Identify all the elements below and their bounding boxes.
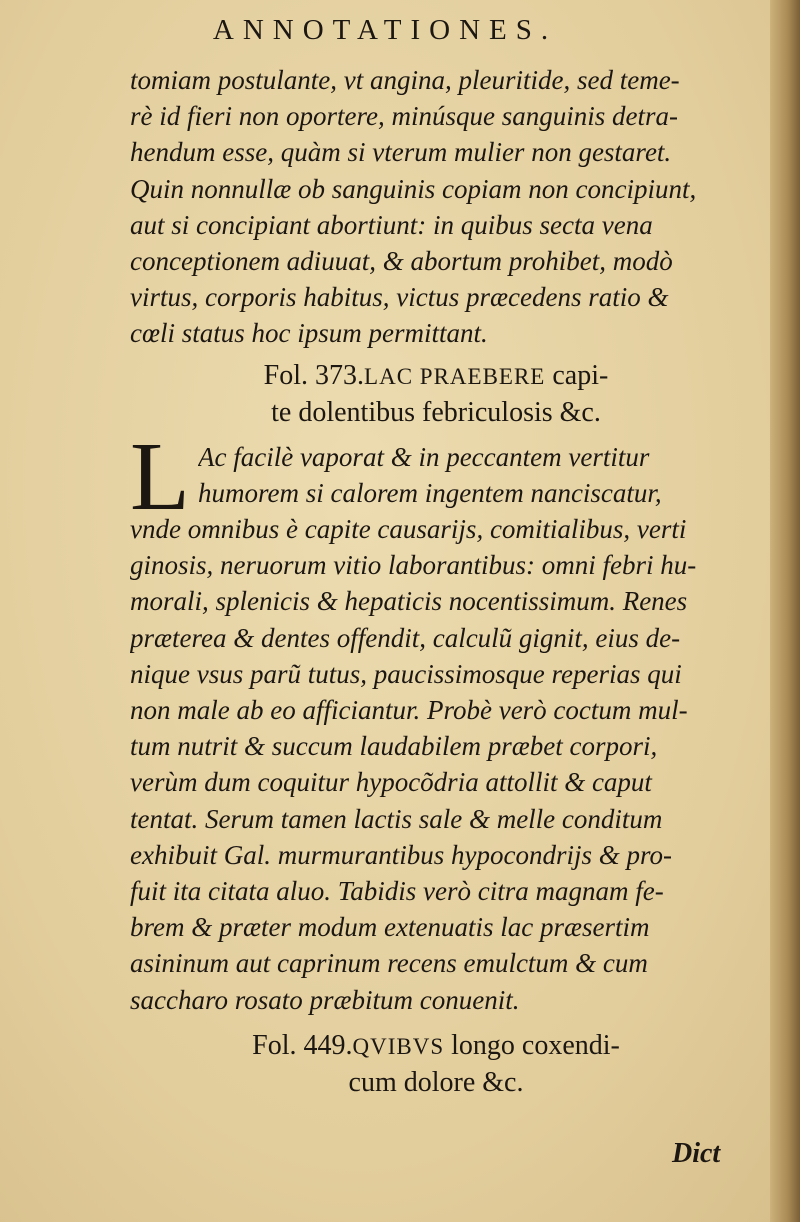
heading-1-rest: capi- xyxy=(545,359,609,391)
heading-2-rest: longo coxendi- xyxy=(444,1029,620,1061)
text-line: morali, splenicis & hepaticis nocentissimum. Renes xyxy=(130,586,688,617)
section-heading-2-line-2: cum dolore &c. xyxy=(348,1066,524,1098)
text-line: tomiam postulante, vt angina, pleuritide, sed teme- xyxy=(130,65,680,95)
paragraph-2-lines xyxy=(130,511,742,1018)
text-line: ginosis, neruorum vitio laborantibus: omni febri hu- xyxy=(130,550,697,581)
text-line: asininum aut caprinum recens emulctum & cum xyxy=(130,948,648,979)
text-line: præterea & dentes offendit, calculũ gignit, eius de- xyxy=(130,622,681,653)
text-line: virtus, corporis habitus, victus præcedens ratio & xyxy=(130,282,669,313)
heading-1-lemma: LAC PRAEBERE xyxy=(364,363,546,389)
text-line: saccharo rosato præbitum conuenit. xyxy=(130,984,520,1015)
text-line: rè id fieri non oportere, minúsque sanguinis detra- xyxy=(130,101,678,132)
text-line: vnde omnibus è capite causarijs, comitialibus, verti xyxy=(130,514,687,545)
catchword: Dict xyxy=(672,1138,721,1169)
text-line: fuit ita citata aluo. Tabidis verò citra magnam fe- xyxy=(130,876,664,907)
section-heading-1-line-2: te dolentibus febriculosis &c. xyxy=(271,396,601,428)
text-line: tentat. Serum tamen lactis sale & melle conditum xyxy=(130,803,663,834)
page-gutter xyxy=(770,0,800,1222)
text-line: brem & præter modum extenuatis lac præsertim xyxy=(130,912,650,943)
text-line: exhibuit Gal. murmurantibus hypocondrijs & pro- xyxy=(130,839,672,870)
section-heading-1 xyxy=(130,358,742,395)
text-line: verùm dum coquitur hypocõdria attollit & caput xyxy=(130,767,652,798)
paragraph-1 xyxy=(130,62,742,352)
paragraph-2 xyxy=(130,422,742,1018)
body-text xyxy=(130,62,742,1101)
text-line: tum nutrit & succum laudabilem præbet corpori, xyxy=(130,731,658,762)
text-line: non male ab eo afficiantur. Probè verò coctum mul- xyxy=(130,695,688,726)
drop-cap: L xyxy=(130,422,190,531)
text-line: conceptionem adiuuat, & abortum prohibet, modò xyxy=(130,246,673,277)
heading-1-ref: Fol. 373. xyxy=(263,359,365,391)
text-line: humorem si calorem ingentem nanciscatur, xyxy=(198,477,662,508)
section-heading-2 xyxy=(130,1028,742,1065)
text-line: aut si concipiant abortiunt: in quibus secta vena xyxy=(130,209,653,240)
heading-2-ref: Fol. 449. xyxy=(252,1029,353,1061)
text-line: Ac facilè vaporat & in peccantem vertitur xyxy=(198,441,650,472)
text-line: nique vsus parũ tutus, paucissimosque reperias qui xyxy=(130,658,682,689)
text-line: cœli status hoc ipsum permittant. xyxy=(130,318,488,349)
text-line: hendum esse, quàm si vterum mulier non gestaret. xyxy=(130,137,672,168)
text-line: Quin nonnullæ ob sanguinis copiam non concipiunt, xyxy=(130,173,697,204)
running-header: ANNOTATIONES. xyxy=(212,14,558,46)
heading-2-lemma: QVIBVS xyxy=(352,1033,445,1059)
